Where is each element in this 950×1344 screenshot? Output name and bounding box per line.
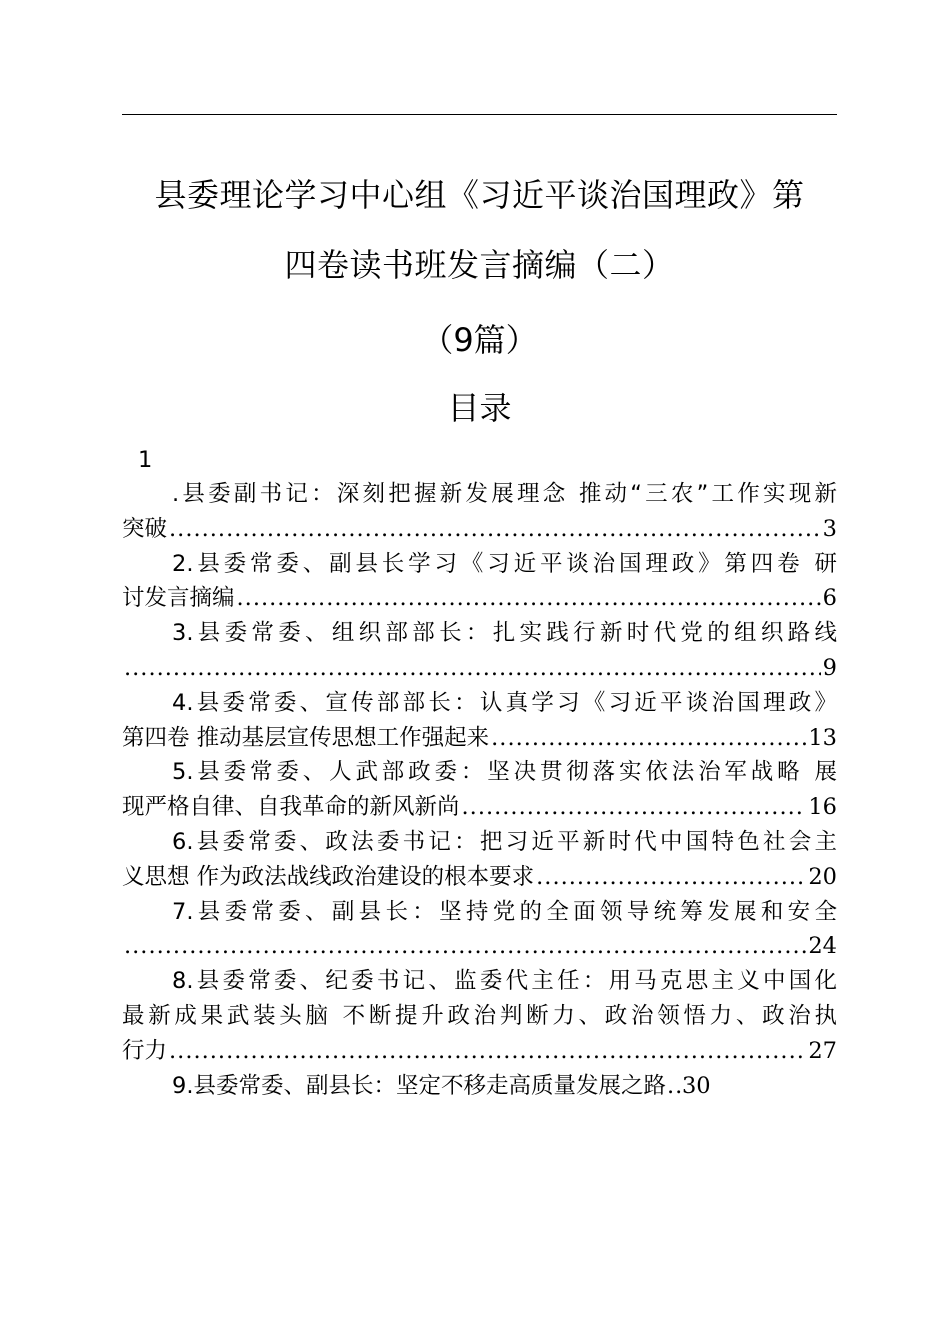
document-title <box>122 160 837 300</box>
toc-entry-text: 现严格自律、自我革命的新风新尚 <box>122 794 460 821</box>
title-line-2: 四卷读书班发言摘编（二） <box>284 246 675 284</box>
toc-entry-text: 5.县委常委、人武部政委：坚决贯彻落实依法治军战略 展 <box>172 759 837 786</box>
toc-page-number: 16 <box>808 794 837 821</box>
toc-entry-text: 9.县委常委、副县长：坚定不移走高质量发展之路 <box>172 1072 666 1099</box>
toc-entry-text: 义思想 作为政法战线政治建设的根本要求 <box>122 863 535 890</box>
toc-leader-dots <box>536 860 806 895</box>
toc-entry-text: 6.县委常委、政法委书记：把习近平新时代中国特色社会主 <box>172 828 837 855</box>
toc-page-number: 20 <box>808 863 837 890</box>
toc-entry-text: 7.县委常委、副县长：坚持党的全面领导统筹发展和安全 <box>172 898 837 925</box>
toc-marker: 1 <box>138 447 153 473</box>
table-of-contents <box>122 443 837 1103</box>
toc-page-number: 30 <box>681 1072 711 1099</box>
toc-entry-text: 3.县委常委、组织部部长：扎实践行新时代党的组织路线 <box>172 620 837 647</box>
title-line-1: 县委理论学习中心组《习近平谈治国理政》第 <box>154 176 805 214</box>
toc-entry-6[interactable] <box>122 825 837 895</box>
toc-entry-text: 行力 <box>122 1037 168 1064</box>
toc-page-number: 9 <box>822 654 837 681</box>
toc-page-number: 27 <box>808 1037 837 1064</box>
toc-leader-dots <box>169 1034 806 1069</box>
toc-entry-9[interactable] <box>122 1069 837 1104</box>
toc-entry-3[interactable] <box>122 616 837 686</box>
toc-entry-text: 2.县委常委、副县长学习《习近平谈治国理政》第四卷 研 <box>172 550 837 577</box>
toc-page-number: 24 <box>808 933 837 960</box>
toc-entry-8[interactable] <box>122 964 837 1068</box>
toc-entry-2[interactable] <box>122 547 837 617</box>
toc-entry-text: 突破 <box>122 515 168 542</box>
toc-entry-5[interactable] <box>122 755 837 825</box>
document-subtitle: （9篇） <box>421 321 538 359</box>
toc-page-number: 6 <box>822 585 837 612</box>
toc-entry-text: 最新成果武装头脑 不断提升政治判断力、政治领悟力、政治执 <box>122 1002 837 1029</box>
toc-entry-1[interactable] <box>122 477 837 547</box>
toc-heading: 目录 <box>447 389 512 427</box>
toc-leader-dots <box>462 790 807 825</box>
toc-entry-text: 第四卷 推动基层宣传思想工作强起来 <box>122 724 490 751</box>
toc-leader-dots <box>124 651 821 686</box>
toc-page-number: 13 <box>808 724 837 751</box>
toc-leader-dots <box>237 581 821 616</box>
toc-entry-text: 8.县委常委、纪委书记、监委代主任：用马克思主义中国化 <box>172 968 837 995</box>
toc-entry-7[interactable] <box>122 895 837 965</box>
toc-leader-dots <box>124 929 806 964</box>
toc-entry-text: 4.县委常委、宣传部部长：认真学习《习近平谈治国理政》 <box>172 689 837 716</box>
toc-leader-dots <box>169 512 821 547</box>
toc-entry-text: .县委副书记：深刻把握新发展理念 推动“三农”工作实现新 <box>172 481 837 507</box>
toc-leader-dots <box>667 1069 681 1104</box>
header-rule <box>122 114 837 115</box>
toc-page-number: 3 <box>822 515 837 542</box>
toc-entry-4[interactable] <box>122 686 837 756</box>
toc-leader-dots <box>491 721 806 756</box>
toc-entry-text: 讨发言摘编 <box>122 585 235 612</box>
